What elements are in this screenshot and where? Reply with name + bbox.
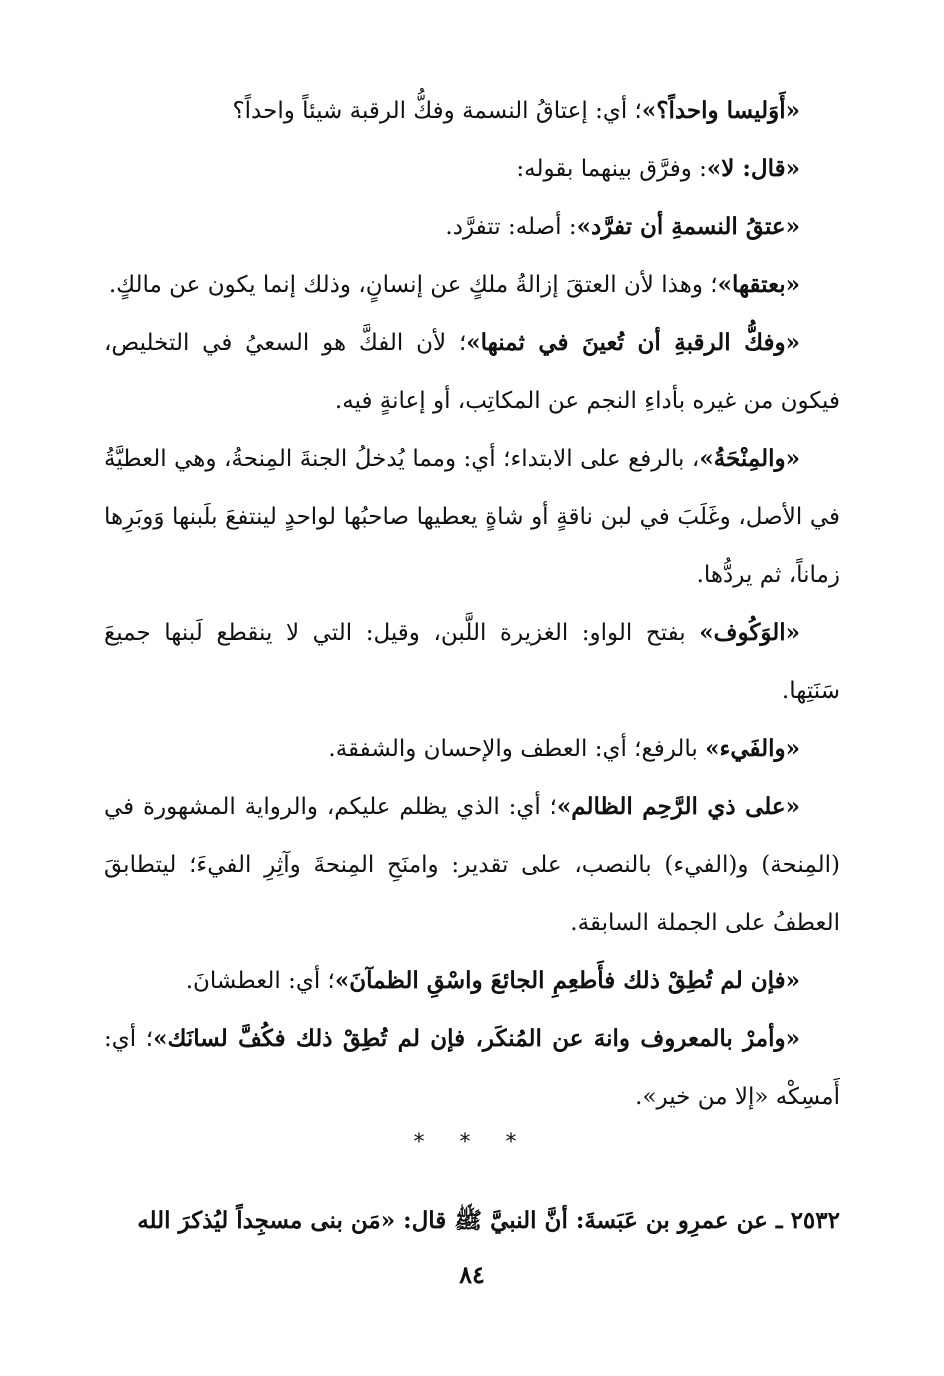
gloss: ؛ أي: إعتاقُ النسمة وفكُّ الرقبة شيئاً واحداً؟ bbox=[232, 98, 642, 124]
paragraph-7 bbox=[104, 604, 840, 720]
gloss: بفتح الواو: الغزيرة اللَّبن، وقيل: التي لا ينقطع لَبنها جميعَ سَنَتِها. bbox=[104, 620, 840, 704]
lemma: «قال: لا» bbox=[706, 155, 800, 182]
gloss: ؛ أي: أَمسِكْه «إلا من خير». bbox=[104, 1026, 840, 1110]
paragraph-1 bbox=[104, 82, 840, 140]
gloss: ؛ وهذا لأن العتقَ إزالةُ ملكٍ عن إنسانٍ، وذلك إنما يكون عن مالكٍ. bbox=[108, 272, 718, 298]
lemma: «وفكُّ الرقبةِ أن تُعينَ في ثمنها» bbox=[466, 329, 800, 356]
lemma: «أَوَليسا واحداً؟» bbox=[641, 97, 800, 124]
hadith-start: ٢٥٣٢ ـ عن عمرِو بن عَبَسةَ: أنَّ النبيَّ ﷺ قال: «مَن بنى مسجِداً ليُذكرَ الله bbox=[137, 1207, 840, 1234]
paragraph-6 bbox=[104, 430, 840, 604]
lemma: «والفَيء» bbox=[705, 735, 800, 762]
gloss: : وفرَّق بينهما بقوله: bbox=[516, 156, 707, 182]
lemma: «فإن لم تُطِقْ ذلك فأَطعِمِ الجائعَ واسْقِ الظمآنَ» bbox=[334, 967, 800, 994]
paragraph-10 bbox=[104, 952, 840, 1010]
commentary-text bbox=[104, 82, 840, 1126]
gloss: ؛ لأن الفكَّ هو السعيُ في التخليص، فيكون من غيره بأداءِ النجم عن المكاتِب، أو إعانةٍ فيه. bbox=[104, 330, 840, 414]
gloss: : أصله: تتفرَّد. bbox=[445, 214, 577, 240]
gloss: ؛ أي: الذي يظلم عليكم، والرواية المشهورة في (المِنحة) و(الفيء) بالنصب، على تقدير: وامنَحِ المِنحةَ وآثِرِ الفيءَ؛ ليتطابقَ العطفُ على الجملة السابقة. bbox=[104, 794, 840, 936]
lemma: «والمِنْحَةُ» bbox=[699, 445, 800, 472]
lemma: «على ذي الرَّحِم الظالم» bbox=[556, 793, 800, 820]
paragraph-5 bbox=[104, 314, 840, 430]
paragraph-8 bbox=[104, 720, 840, 778]
gloss: ؛ أي: العطشانَ. bbox=[185, 968, 335, 994]
lemma: «عتقُ النسمةِ أن تفرَّد» bbox=[576, 213, 800, 240]
gloss: بالرفع؛ أي: العطف والإحسان والشفقة. bbox=[328, 736, 706, 762]
paragraph-4 bbox=[104, 256, 840, 314]
paragraph-3 bbox=[104, 198, 840, 256]
gloss: ، بالرفع على الابتداء؛ أي: ومما يُدخلُ الجنةَ المِنحةُ، وهي العطيَّةُ في الأصل، وغَلَبَ في لبن ناقةٍ أو شاةٍ يعطيها صاحبُها لواحدٍ لينتفعَ بلَبنها وَوبَرِها زماناً، ثم يردُّها. bbox=[104, 446, 840, 588]
lemma: «وأمرْ بالمعروف وانهَ عن المُنكَر، فإن لم تُطِقْ ذلك فكُفَّ لسانَك» bbox=[153, 1025, 800, 1052]
lemma: «الوَكُوف» bbox=[699, 619, 800, 646]
lemma: «بعتقها» bbox=[717, 271, 800, 298]
paragraph-9 bbox=[104, 778, 840, 952]
paragraph-2 bbox=[104, 140, 840, 198]
paragraph-11 bbox=[104, 1010, 840, 1126]
page-number: ٨٤ bbox=[459, 1260, 485, 1289]
section-separator: * * * bbox=[413, 1130, 531, 1155]
